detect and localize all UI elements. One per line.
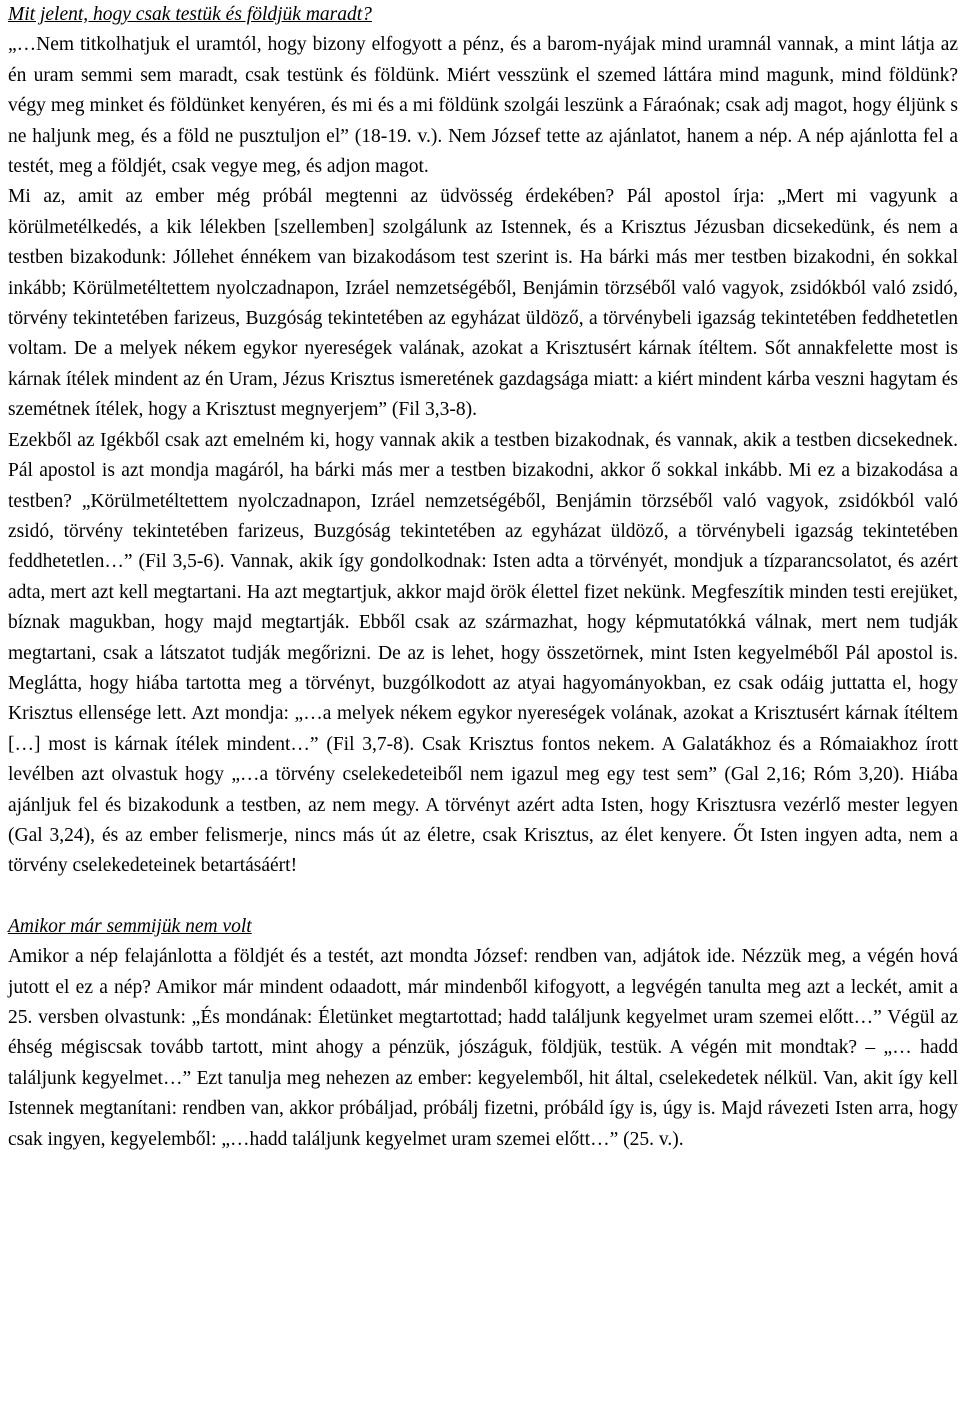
document-page	[8, 0, 958, 1155]
section-heading: Amikor már semmijük nem volt	[8, 915, 252, 937]
section-spacer	[8, 882, 958, 912]
paragraph: Ezekből az Igékből csak azt emelném ki, hogy vannak akik a testben bizakodnak, és vannak, akik a testben dicsekednek. Pál apostol is azt mondja magáról, ha bárki más mer a testben bizakodni, akkor ő sokkal inkább. Mi ez a bizakodása a testben? „Körülmetéltettem nyolczadnapon, Izráel nemzetségéből, Benjámin törzséből való vagyok, zsidókból való zsidó, törvény tekintetében farizeus, Buzgóság tekintetében az egyházat üldöző, a törvénybeli igazság tekintetében feddhetetlen…” (Fil 3,5-6). Vannak, akik így gondolkodnak: Isten adta a törvényét, mondjuk a tízparancsolatot, és azért adta, mert azt kell megtartani. Ha azt megtartjuk, akkor majd örök élettel fizet nekünk. Megfeszítik minden testi erejüket, bíznak magukban, hogy majd megtartják. Ebből csak az származhat, hogy képmutatókká válnak, mert nem tudják megtartani, csak a látszatot tudják megőrizni. De az is lehet, hogy összetörnek, mint Isten kegyelméből Pál apostol is. Meglátta, hogy hiába tartotta meg a törvényt, buzgólkodott az atyai hagyományokban, ez csak odáig juttatta el, hogy Krisztus ellensége lett. Azt mondja: „…a melyek nékem egykor nyereségek volának, azokat a Krisztusért kárnak ítéltem […] most is kárnak ítélek mindent…” (Fil 3,7-8). Csak Krisztus fontos nekem. A Galatákhoz és a Rómaiakhoz írott levélben azt olvastuk hogy „…a törvény cselekedeteiből nem igazul meg egy test sem” (Gal 2,16; Róm 3,20). Hiába ajánljuk fel és bizakodunk a testben, az nem megy. A törvényt azért adta Isten, hogy Krisztusra vezérlő mester legyen (Gal 3,24), és az ember felismerje, nincs más út az életre, csak Krisztus, az élet kenyere. Őt Isten ingyen adta, nem a törvény cselekedeteinek betartásáért!	[8, 429, 958, 877]
section-heading: Mit jelent, hogy csak testük és földjük maradt?	[8, 4, 372, 25]
paragraph: Mi az, amit az ember még próbál megtenni az üdvösség érdekében? Pál apostol írja: „Mert mi vagyunk a körülmetélkedés, a kik lélekben [szellemben] szolgálunk az Istennek, és a Krisztus Jézusban dicsekedünk, és nem a testben bizakodunk: Jóllehet énnékem van bizakodásom test szerint is. Ha bárki más mer testben bizakodni, én sokkal inkább; Körülmetéltettem nyolczadnapon, Izráel nemzetségéből, Benjámin törzséből való vagyok, zsidókból való zsidó, törvény tekintetében farizeus, Buzgóság tekintetében az egyházat üldöző, a törvénybeli igazság tekintetében feddhetetlen voltam. De a melyek nékem egykor nyereségek valának, azokat a Krisztusért kárnak ítéltem. Sőt annakfelette most is kárnak ítélek mindent az én Uram, Jézus Krisztus ismeretének gazdagsága miatt: a kiért mindent kárba veszni hagytam és szemétnek ítélek, hogy a Krisztust megnyerjem” (Fil 3,3-8).	[8, 186, 958, 421]
paragraph: „…Nem titkolhatjuk el uramtól, hogy bizony elfogyott a pénz, és a barom-nyájak mind uramnál vannak, a mint látja az én uram semmi sem maradt, csak testünk és földünk. Miért vesszünk el szemed láttára mind magunk, mind földünk? végy meg minket és földünket kenyéren, és mi és a mi földünk szolgái leszünk a Fáraónak; csak adj magot, hogy éljünk s ne haljunk meg, és a föld ne pusztuljon el” (18-19. v.). Nem József tette az ajánlatot, hanem a nép. A nép ajánlotta fel a testét, meg a földjét, csak vegye meg, és adjon magot.	[8, 34, 958, 178]
paragraph: Amikor a nép felajánlotta a földjét és a testét, azt mondta József: rendben van, adjátok ide. Nézzük meg, a végén hová jutott el ez a nép? Amikor már mindent odaadott, már mindenből kifogyott, a legvégén tanulta meg azt a leckét, amit a 25. versben olvastunk: „És mondának: Életünket megtartottad; hadd találjunk kegyelmet uram szemei előtt…” Végül az éhség mégiscsak tovább tartott, mint ahogy a pénzük, jószáguk, földjük, testük. A végén mit mondtak? – „… hadd találjunk kegyelmet…” Ezt tanulja meg nehezen az ember: kegyelemből, hit által, cselekedetek nélkül. Van, akit így kell Istennek megtanítani: rendben van, akkor próbáljad, próbálj fizetni, próbáld így is, úgy is. Majd rávezeti Isten arra, hogy csak ingyen, kegyelemből: „…hadd találjunk kegyelmet uram szemei előtt…” (25. v.).	[8, 946, 958, 1150]
